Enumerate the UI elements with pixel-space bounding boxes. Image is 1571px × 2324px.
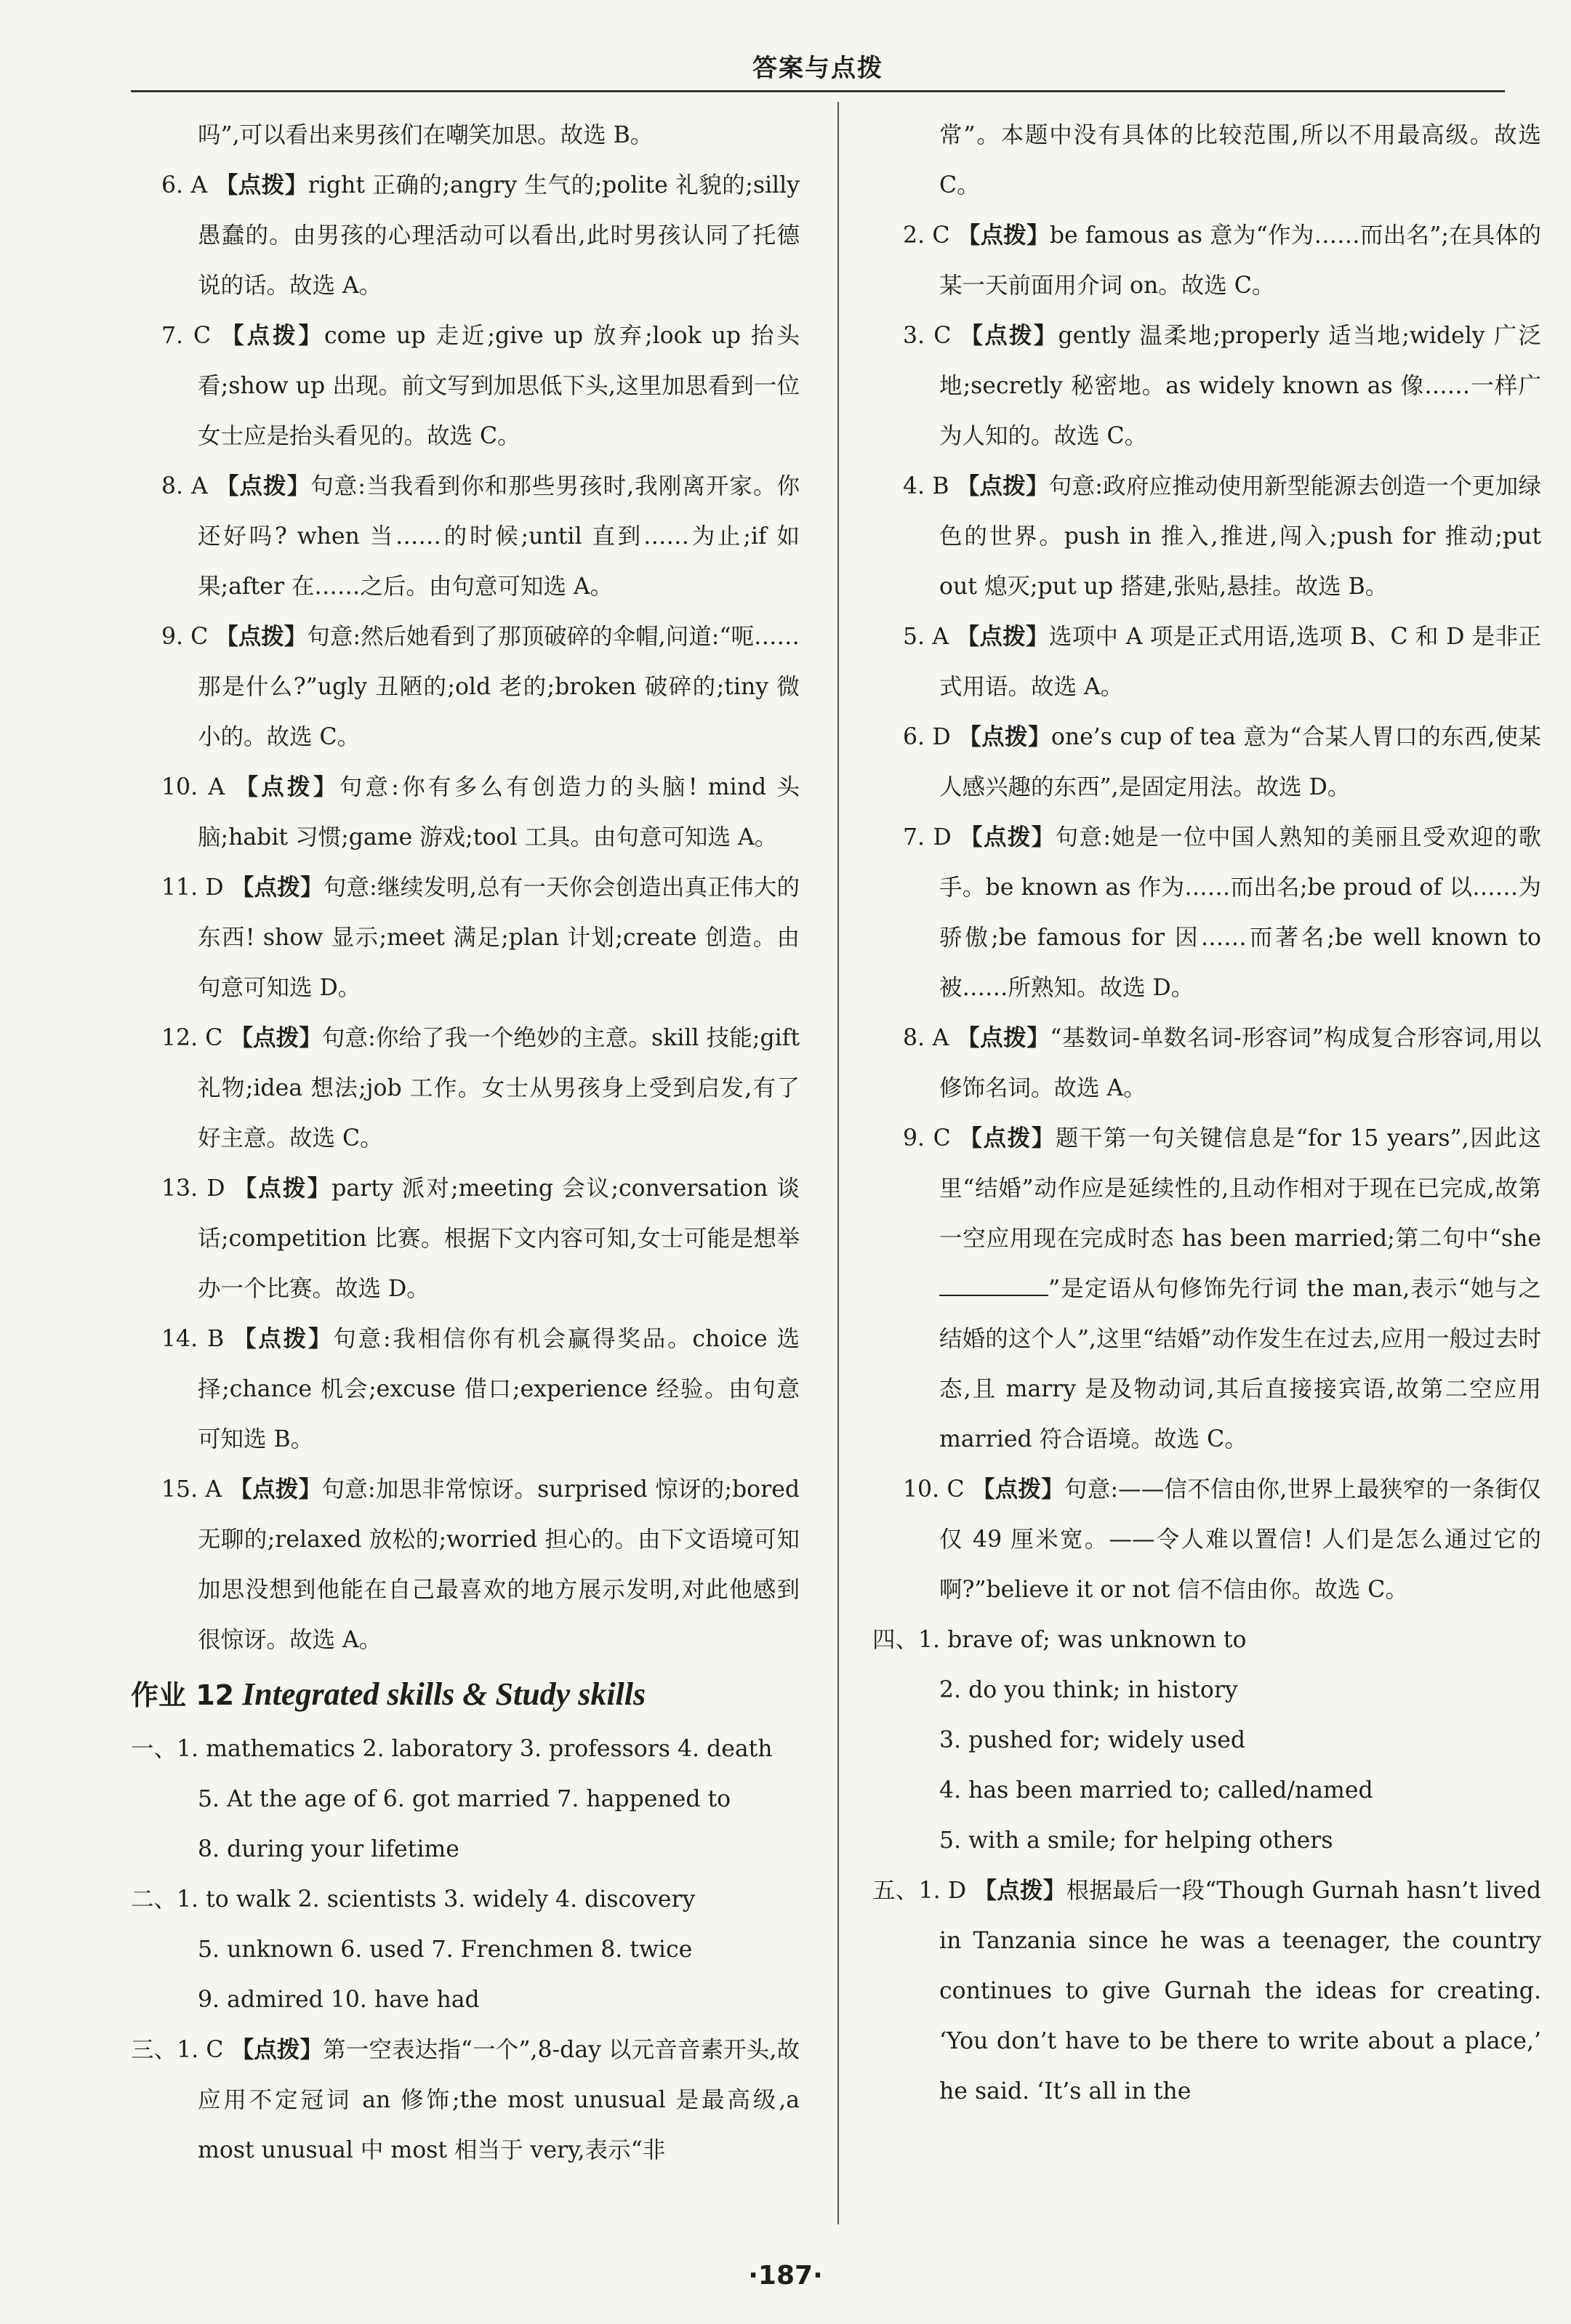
part-four	[872, 1615, 1541, 1866]
left-column	[131, 110, 800, 2176]
answer-text: ”是定语从句修饰先行词 the man,表示“她与之结婚的这个人”,这里“结婚”动作发生在过去,应用一般过去时态,且 marry 是及物动词,其后直接接宾语,故第二空应用 married 符合语境。故选 C。	[939, 1276, 1541, 1452]
answer-text: 根据最后一段“Though Gurnah hasn’t lived in Tanzania since he was a teenager, the country continues to give Gurnah the ideas for creating. ‘You don’t have to be there to write about a place,’ he said. ‘It’s all in the	[939, 1878, 1542, 2104]
answer-number: 3. C	[903, 323, 952, 349]
hint-tag: 【点拨】	[959, 1125, 1056, 1151]
answer-number: 2. C	[903, 222, 950, 249]
answer-item	[872, 612, 1541, 712]
section-label: 作业 12	[131, 1679, 235, 1711]
answer-text: right 正确的;angry 生气的;polite 礼貌的;silly 愚蠢的。由男孩的心理活动可以看出,此时男孩认同了托德说的话。故选 A。	[198, 172, 800, 299]
hint-tag: 【点拨】	[229, 1476, 322, 1503]
answer-text: one’s cup of tea 意为“合某人胃口的东西,使某人感兴趣的东西”,是固定用法。故选 D。	[939, 724, 1541, 800]
hint-tag: 【点拨】	[973, 1878, 1066, 1904]
answer-item	[131, 462, 800, 612]
answer-text: 选项中 A 项是正式用语,选项 B、C 和 D 是非正式用语。故选 A。	[939, 624, 1541, 700]
answer-text: come up 走近;give up 放弃;look up 抬头看;show up 出现。前文写到加思低下头,这里加思看到一位女士应是抬头看见的。故选 C。	[198, 323, 800, 449]
answer-text: 句意:你有多么有创造力的头脑! mind 头脑;habit 习惯;game 游戏;tool 工具。由句意可知选 A。	[198, 774, 800, 851]
answer-text: 句意:当我看到你和那些男孩时,我刚离开家。你还好吗? when 当……的时候;until 直到……为止;if 如果;after 在……之后。由句意可知选 A。	[198, 473, 800, 600]
hint-tag: 【点拨】	[214, 172, 308, 198]
answer-text: gently 温柔地;properly 适当地;widely 广泛地;secretly 秘密地。as widely known as 像……一样广为人知的。故选 C。	[939, 323, 1541, 449]
answer-text: “基数词-单数名词-形容词”构成复合形容词,用以修饰名词。故选 A。	[939, 1025, 1541, 1101]
answer-number: 1. D	[918, 1878, 967, 1904]
part-label: 三、	[131, 2037, 177, 2063]
section-heading: Integrated skills & Study skills	[242, 1676, 646, 1712]
answer-text: 句意:你给了我一个绝妙的主意。skill 技能;gift 礼物;idea 想法;job 工作。女士从男孩身上受到启发,有了好主意。故选 C。	[198, 1025, 800, 1151]
answer-item	[872, 1114, 1541, 1465]
answer-number: 9. C	[903, 1125, 951, 1151]
part-line: 2. do you think; in history	[939, 1677, 1238, 1703]
part-line	[131, 1724, 800, 1774]
answer-item	[131, 763, 800, 863]
answer-text: 句意:政府应推动使用新型能源去创造一个更加绿色的世界。push in 推入,推进,闯入;push for 推动;put out 熄灭;put up 搭建,张贴,悬挂。故选 B。	[939, 473, 1541, 600]
answer-item	[872, 311, 1541, 462]
answer-item	[131, 2025, 800, 2176]
part-one	[131, 1724, 800, 1875]
right-answer-list	[872, 211, 1541, 1615]
answer-number: 4. B	[903, 473, 949, 499]
hint-tag: 【点拨】	[235, 774, 339, 800]
page-header	[131, 47, 1505, 92]
answer-number: 6. D	[903, 724, 951, 750]
answer-text: 句意:加思非常惊讶。surprised 惊讶的;bored 无聊的;relaxed 放松的;worried 担心的。由下文语境可知加思没想到他能在自己最喜欢的地方展示发明,对此他感到很惊讶。故选 A。	[198, 1476, 800, 1653]
answer-item	[872, 1013, 1541, 1114]
hint-tag: 【点拨】	[230, 1025, 322, 1051]
answer-item	[872, 462, 1541, 612]
part-line: 5. unknown 6. used 7. Frenchmen 8. twice	[198, 1937, 693, 1963]
answer-number: 12. C	[161, 1025, 223, 1051]
answer-item	[872, 1866, 1541, 2117]
answer-item	[131, 161, 800, 311]
hint-tag: 【点拨】	[958, 724, 1051, 750]
part-line	[872, 1615, 1541, 1665]
part-label: 四、	[872, 1627, 919, 1653]
header-title: 答案与点拨	[752, 54, 883, 83]
answer-number: 11. D	[161, 874, 224, 901]
answer-number: 9. C	[161, 624, 209, 650]
part-label: 五、	[872, 1878, 919, 1904]
hint-tag: 【点拨】	[960, 824, 1056, 851]
page-number: ·187·	[748, 2261, 823, 2291]
hint-tag: 【点拨】	[956, 473, 1049, 499]
hint-tag: 【点拨】	[957, 222, 1050, 249]
left-answer-list	[131, 161, 800, 1665]
hint-tag: 【点拨】	[233, 1326, 334, 1352]
part-two	[131, 1875, 800, 2025]
hint-tag: 【点拨】	[230, 2037, 324, 2063]
answer-number: 15. A	[161, 1476, 222, 1503]
answer-number: 10. C	[903, 1476, 965, 1503]
section-title	[131, 1665, 800, 1724]
answer-number: 5. A	[903, 624, 949, 650]
part-label: 二、	[131, 1886, 177, 1913]
part-line: 8. during your lifetime	[198, 1836, 459, 1862]
answer-number: 8. A	[903, 1025, 949, 1051]
hint-tag: 【点拨】	[215, 624, 308, 650]
answer-item	[131, 612, 800, 763]
part-five	[872, 1866, 1541, 2117]
part-label: 一、	[131, 1736, 177, 1762]
hint-tag: 【点拨】	[221, 323, 324, 349]
answer-text: 句意:然后她看到了那顶破碎的伞帽,问道:“呃……那是什么?”ugly 丑陋的;old 老的;broken 破碎的;tiny 微小的。故选 C。	[198, 624, 800, 750]
answer-text: 题干第一句关键信息是“for 15 years”,因此这里“结婚”动作应是延续性的,且动作相对于现在已完成,故第一空应用现在完成时态 has been married;第二句中“she	[939, 1125, 1541, 1252]
part-answer-line: 1. mathematics 2. laboratory 3. professors 4. death	[177, 1736, 773, 1762]
answer-item	[131, 863, 800, 1013]
part-line: 3. pushed for; widely used	[939, 1727, 1246, 1753]
answer-item	[872, 211, 1541, 311]
answer-item	[131, 1013, 800, 1164]
continued-text: 吗”,可以看出来男孩们在嘲笑加思。故选 B。	[198, 122, 654, 148]
answer-item	[872, 1465, 1541, 1615]
answer-item	[131, 1164, 800, 1314]
part-line	[131, 1875, 800, 1925]
answer-number: 7. C	[161, 323, 212, 349]
hint-tag: 【点拨】	[230, 874, 324, 901]
answer-item	[131, 1465, 800, 1665]
continued-text: 常”。本题中没有具体的比较范围,所以不用最高级。故选 C。	[939, 122, 1541, 198]
part-three	[131, 2025, 800, 2176]
part-answer-line: 1. to walk 2. scientists 3. widely 4. discovery	[177, 1886, 696, 1913]
answer-text: 句意:继续发明,总有一天你会创造出真正伟大的东西! show 显示;meet 满足;plan 计划;create 创造。由句意可知选 D。	[198, 874, 800, 1001]
answer-text: 句意:——信不信由你,世界上最狭窄的一条街仅仅 49 厘米宽。——令人难以置信! 人们是怎么通过它的啊?”believe it or not 信不信由你。故选 C。	[939, 1476, 1541, 1603]
answer-text: 句意:我相信你有机会赢得奖品。choice 选择;chance 机会;excuse 借口;experience 经验。由句意可知选 B。	[198, 1326, 800, 1452]
right-column	[872, 110, 1541, 2117]
answer-number: 10. A	[161, 774, 225, 800]
answer-item	[872, 813, 1541, 1013]
hint-tag: 【点拨】	[233, 1175, 332, 1202]
hint-tag: 【点拨】	[971, 1476, 1064, 1503]
hint-tag: 【点拨】	[957, 1025, 1050, 1051]
part-line: 5. At the age of 6. got married 7. happened to	[198, 1786, 731, 1812]
answer-number: 6. A	[161, 172, 208, 198]
part-line: 5. with a smile; for helping others	[939, 1828, 1333, 1854]
fill-blank	[939, 1273, 1048, 1296]
answer-item	[131, 1314, 800, 1465]
answer-number: 1. C	[177, 2037, 224, 2063]
hint-tag: 【点拨】	[215, 473, 311, 499]
answer-text: party 派对;meeting 会议;conversation 谈话;competition 比赛。根据下文内容可知,女士可能是想举办一个比赛。故选 D。	[198, 1175, 800, 1302]
answer-text: be famous as 意为“作为……而出名”;在具体的某一天前面用介词 on。故选 C。	[939, 222, 1542, 299]
column-divider	[837, 102, 839, 2224]
answer-item	[872, 712, 1541, 813]
answer-text: 第一空表达指“一个”,8-day 以元音音素开头,故应用不定冠词 an 修饰;the most unusual 是最高级,a most unusual 中 most 相当于 very,表示“非	[198, 2037, 800, 2163]
answer-number: 13. D	[161, 1175, 225, 1202]
answer-number: 7. D	[903, 824, 952, 851]
part-line: 9. admired 10. have had	[198, 1987, 480, 2013]
hint-tag: 【点拨】	[956, 624, 1049, 650]
answer-number: 8. A	[161, 473, 208, 499]
answer-text: 句意:她是一位中国人熟知的美丽且受欢迎的歌手。be known as 作为……而出名;be proud of 以……为骄傲;be famous for 因……而著名;be well known to 被……所熟知。故选 D。	[939, 824, 1541, 1001]
answer-item	[131, 311, 800, 462]
part-line: 4. has been married to; called/named	[939, 1777, 1373, 1804]
hint-tag: 【点拨】	[960, 323, 1058, 349]
answer-number: 14. B	[161, 1326, 225, 1352]
part-answer-line: 1. brave of; was unknown to	[918, 1627, 1247, 1653]
